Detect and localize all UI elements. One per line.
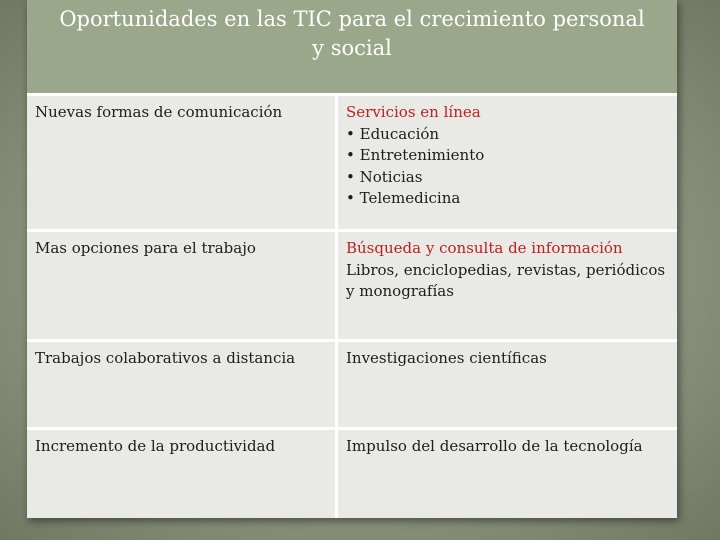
list-item: • Entretenimiento [346, 146, 485, 164]
row-left-cell: Trabajos colaborativos a distancia [27, 342, 335, 427]
text-line: Investigaciones científicas [346, 349, 547, 367]
row-right-cell [338, 342, 677, 427]
table-row [27, 342, 677, 427]
row-left-cell: Mas opciones para el trabajo [27, 232, 335, 339]
row-right-cell [338, 430, 677, 518]
right-cell-title: Búsqueda y consulta de información [346, 239, 623, 257]
table-row [27, 232, 677, 339]
row-right-cell [338, 232, 677, 339]
table-header [27, 0, 677, 93]
text-line: Impulso del desarrollo de la tecnología [346, 437, 643, 455]
text-line: Libros, enciclopedias, revistas, periódicos [346, 260, 666, 279]
text-line: y monografías [346, 282, 454, 300]
list-item: • Educación [346, 124, 440, 143]
list-item: • Telemedicina [346, 189, 461, 207]
slide-table [27, 0, 677, 518]
row-left-cell: Nuevas formas de comunicación [27, 96, 335, 229]
row-right-cell [338, 96, 677, 229]
table-row [27, 430, 677, 518]
header-title-line-1: Oportunidades en las TIC para el crecimiento personal [59, 7, 645, 31]
table-row [27, 96, 677, 229]
list-item: • Noticias [346, 167, 423, 186]
header-title-line-2: y social [312, 36, 392, 60]
right-cell-title: Servicios en línea [346, 103, 481, 121]
row-left-cell: Incremento de la productividad [27, 430, 335, 518]
